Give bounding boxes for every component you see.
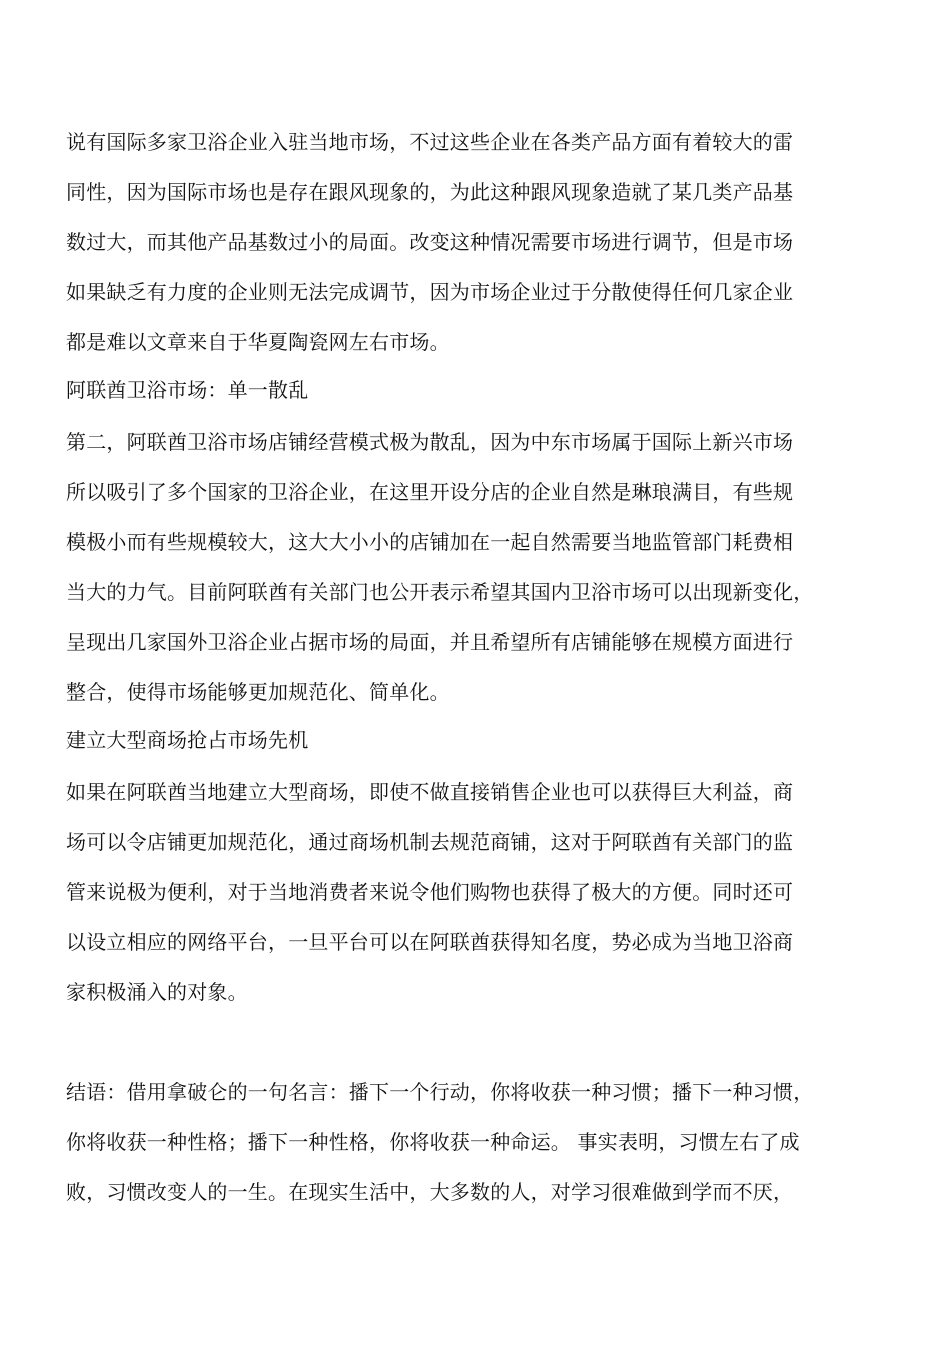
paragraph-line: 数过大，而其他产品基数过小的局面。改变这种情况需要市场进行调节，但是市场 [66, 230, 794, 254]
paragraph-line: 你将收获一种性格；播下一种性格，你将收获一种命运。 事实表明，习惯左右了成 [66, 1130, 800, 1154]
paragraph-line: 说有国际多家卫浴企业入驻当地市场，不过这些企业在各类产品方面有着较大的雷 [66, 130, 794, 154]
paragraph-line: 同性，因为国际市场也是存在跟风现象的，为此这种跟风现象造就了某几类产品基 [66, 180, 794, 204]
paragraph-line: 模极小而有些规模较大，这大大小小的店铺加在一起自然需要当地监管部门耗费相 [66, 530, 794, 554]
paragraph-line: 结语：借用拿破仑的一句名言：播下一个行动，你将收获一种习惯；播下一种习惯， [66, 1080, 814, 1104]
paragraph-line: 以设立相应的网络平台，一旦平台可以在阿联酋获得知名度，势必成为当地卫浴商 [66, 930, 794, 954]
paragraph-line: 当大的力气。目前阿联酋有关部门也公开表示希望其国内卫浴市场可以出现新变化， [66, 580, 814, 604]
paragraph-line: 都是难以文章来自于华夏陶瓷网左右市场。 [66, 330, 450, 354]
paragraph-line: 如果在阿联酋当地建立大型商场，即使不做直接销售企业也可以获得巨大利益，商 [66, 780, 794, 804]
paragraph-line: 家积极涌入的对象。 [66, 980, 248, 1004]
section-heading: 建立大型商场抢占市场先机 [66, 728, 309, 752]
paragraph-line: 如果缺乏有力度的企业则无法完成调节，因为市场企业过于分散使得任何几家企业 [66, 280, 794, 304]
paragraph-line: 场可以令店铺更加规范化，通过商场机制去规范商铺，这对于阿联酋有关部门的监 [66, 830, 794, 854]
paragraph-line: 呈现出几家国外卫浴企业占据市场的局面，并且希望所有店铺能够在规模方面进行 [66, 630, 794, 654]
paragraph-line: 败，习惯改变人的一生。在现实生活中，大多数的人，对学习很难做到学而不厌， [66, 1180, 794, 1204]
paragraph-line: 第二，阿联酋卫浴市场店铺经营模式极为散乱，因为中东市场属于国际上新兴市场 [66, 430, 794, 454]
paragraph-line: 所以吸引了多个国家的卫浴企业，在这里开设分店的企业自然是琳琅满目，有些规 [66, 480, 794, 504]
paragraph-line: 整合，使得市场能够更加规范化、简单化。 [66, 680, 450, 704]
section-heading: 阿联酋卫浴市场：单一散乱 [66, 378, 309, 402]
paragraph-line: 管来说极为便利，对于当地消费者来说令他们购物也获得了极大的方便。同时还可 [66, 880, 794, 904]
